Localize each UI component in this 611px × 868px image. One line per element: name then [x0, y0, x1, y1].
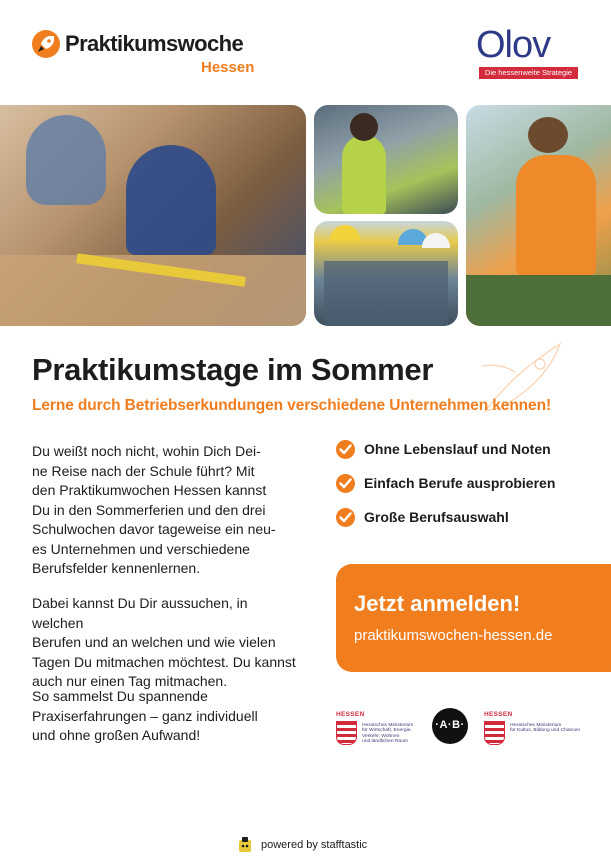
- paragraph-benefit: So sammelst Du spannende Praxiserfahrungen – ganz individuell und ohne großen Aufwand!: [32, 688, 258, 743]
- ministry-culture-name: Hessisches Ministerium für Kultus, Bildung und Chancen: [510, 723, 581, 734]
- paragraph-choice: Dabei kannst Du Dir aussuchen, in welchen Berufen und an welchen und wie vielen Tagen Du mitmachen möchtest. Du kannst auch nur einen Tag mitmachen.: [32, 595, 296, 689]
- photo-construction: [314, 221, 458, 326]
- feature-label: Große Berufsauswahl: [364, 509, 509, 525]
- stafftastic-icon: [238, 837, 252, 853]
- cta-url-link[interactable]: praktikumswochen-hessen.de: [354, 627, 553, 644]
- feature-item: [336, 472, 555, 494]
- paragraph-intro: Du weißt noch nicht, wohin Dich Dei- ne Reise nach der Schule führt? Mit den Praktikumwochen Hessen kannst Du in den Sommerferien und den drei Schulwochen davor tageweise ein neu- es Unternehmen und verschiedene Berufsfelder kennenlernen.: [32, 443, 276, 576]
- ab-logo: [432, 708, 468, 744]
- hessen-crest-icon: [336, 721, 357, 745]
- page-title: Praktikumstage im Sommer: [32, 352, 434, 387]
- olov-tagline: Die hessenweite Strategie: [479, 67, 578, 79]
- rocket-icon: [32, 30, 60, 58]
- footer-text: powered by stafftastic: [261, 839, 368, 851]
- hessen-crest-icon: [484, 721, 505, 745]
- feature-label: Einfach Berufe ausprobieren: [364, 475, 556, 491]
- page-subtitle: Lerne durch Betriebserkundungen verschiedene Unternehmen kennen!: [32, 397, 552, 414]
- feature-label: Ohne Lebenslauf und Noten: [364, 441, 551, 457]
- check-circle-icon: [336, 508, 355, 527]
- photo-warehouse: [314, 105, 458, 214]
- ministry-economy-logo: [336, 711, 436, 747]
- check-circle-icon: [336, 474, 355, 493]
- hessen-label: HESSEN: [336, 711, 365, 718]
- olov-logo: [476, 24, 580, 82]
- olov-wordmark: Olov: [476, 24, 551, 66]
- brand-name: Praktikumswoche: [65, 31, 244, 56]
- feature-item: [336, 506, 509, 528]
- feature-item: [336, 438, 551, 460]
- check-circle-icon: [336, 440, 355, 459]
- ministry-culture-logo: [484, 711, 584, 747]
- ministry-economy-name: Hessisches Ministerium für Wirtschaft, Energie, Verkehr, Wohnen und ländlichen Raum: [362, 723, 414, 745]
- brand-region: Hessen: [201, 59, 255, 76]
- photo-woodwork: [0, 105, 306, 326]
- photo-gardening: [466, 105, 611, 326]
- signup-cta[interactable]: [336, 564, 611, 672]
- cta-title[interactable]: Jetzt anmelden!: [354, 591, 521, 616]
- praktikumswoche-logo: [32, 28, 272, 78]
- hessen-label: HESSEN: [484, 711, 513, 718]
- footer: [238, 836, 367, 854]
- ab-logo-text: ·A·B·: [435, 719, 465, 731]
